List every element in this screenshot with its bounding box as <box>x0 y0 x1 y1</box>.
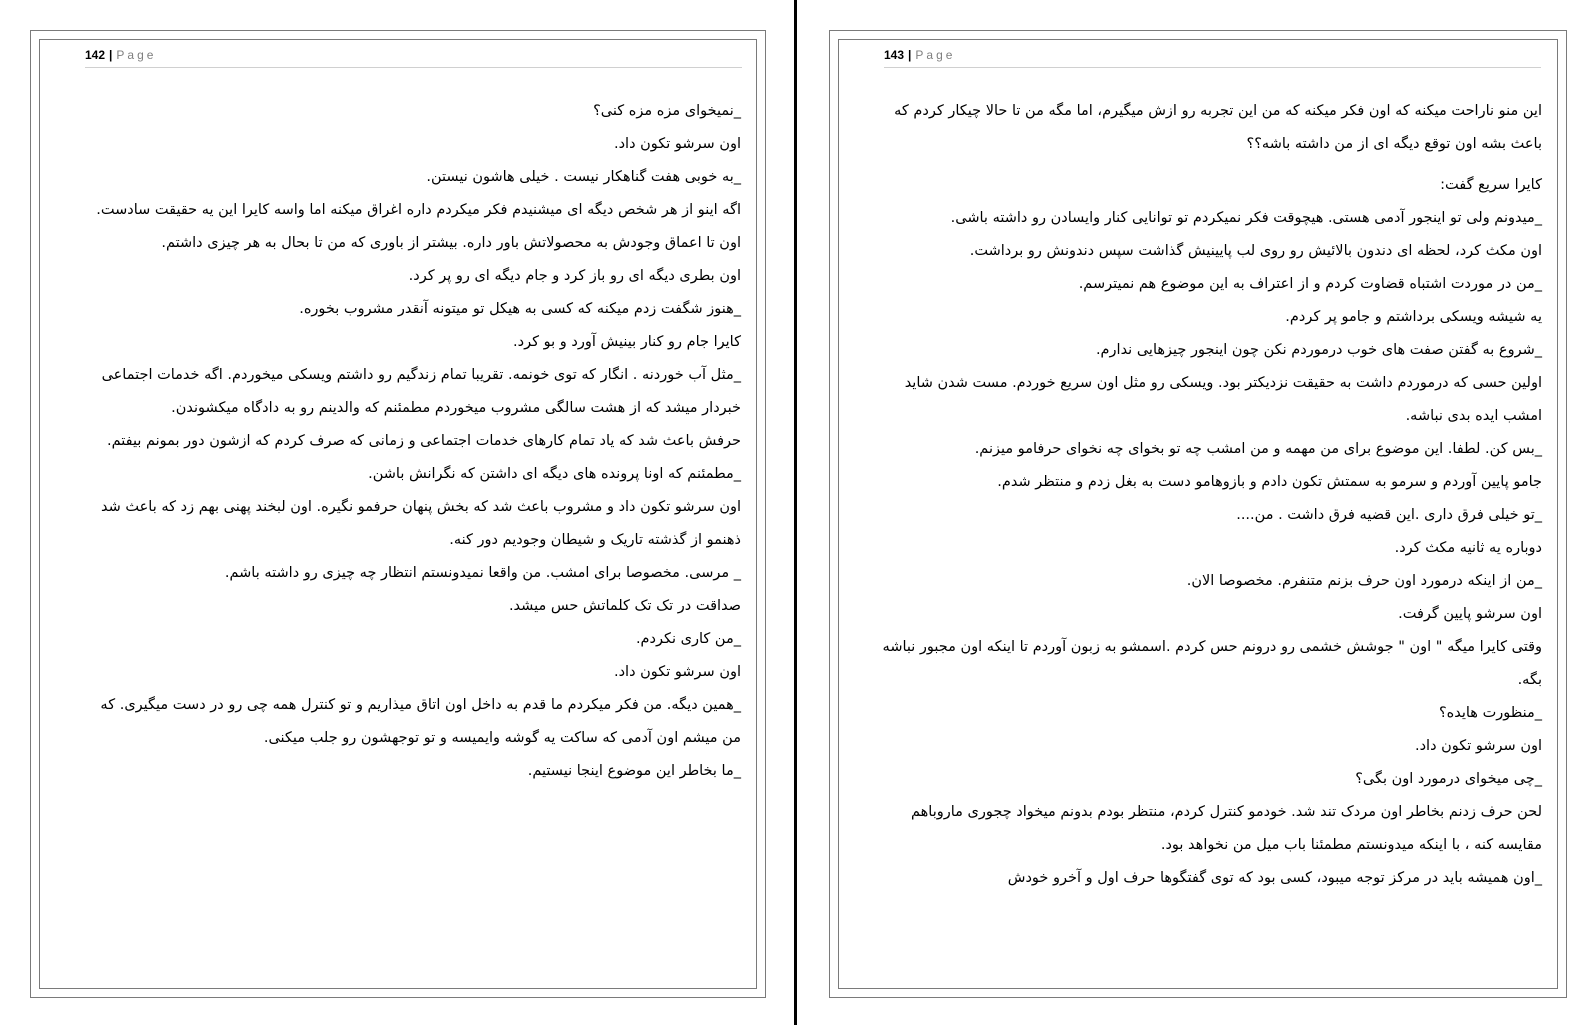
paragraph: اون سرشو تکون داد و مشروب باعث شد که بخش پنهان حرفمو نگیره. اون لبخند پهنی بهم زد که باعث شد ذهنمو از گذشته تاریک و شیطان وجودیم دور کنه. <box>101 499 741 548</box>
paragraph: _من از اینکه درمورد اون حرف بزنم متنفرم. مخصوصا الان. <box>1186 573 1542 589</box>
paragraph: _نمیخوای مزه مزه کنی؟ <box>593 103 741 119</box>
paragraph: اون سرشو تکون داد. <box>1414 738 1542 754</box>
page-label: Page <box>915 48 956 62</box>
paragraph: وقتی کایرا میگه " اون " جوشش خشمی رو درونم حس کردم .اسمشو به زبون آوردم تا اینکه اون مجبور نباشه بگه. <box>882 639 1542 688</box>
paragraph: کایرا سریع گفت: <box>1440 177 1542 193</box>
page-header <box>85 47 742 68</box>
paragraph: _همین دیگه. من فکر میکردم ما قدم به داخل اون اتاق میذاریم و تو کنترل همه چی رو در دست میگیری. که من میشم اون آدمی که ساکت یه گوشه وایمیسه و تو توجهشون رو جلب میکنی. <box>100 697 741 746</box>
paragraph: _اون همیشه باید در مرکز توجه میبود، کسی بود که توی گفتگوها حرف اول و آخرو خودش <box>1007 870 1542 886</box>
paragraph: جامو پایین آوردم و سرمو به سمتش تکون دادم و بازوهامو دست به بغل زدم و منتظر شدم. <box>997 474 1542 490</box>
page-number: 142 <box>85 48 106 62</box>
paragraph: دوباره یه ثانیه مکث کرد. <box>1394 540 1542 556</box>
paragraph: اولین حسی که درموردم داشت به حقیقت نزدیکتر بود. ویسکی رو مثل اون سریع خوردم. مست شدن شاید امشب ایده بدی نباشه. <box>904 375 1542 424</box>
paragraph: _من کاری نکردم. <box>635 631 741 647</box>
page-number: 143 <box>884 48 905 62</box>
paragraph: اون سرشو تکون داد. <box>613 664 741 680</box>
paragraph: _ مرسی. مخصوصا برای امشب. من واقعا نمیدونستم انتظار چه چیزی رو داشته باشم. <box>224 565 741 581</box>
paragraph: لحن حرف زدنم بخاطر اون مردک تند شد. خودمو کنترل کردم، منتظر بودم بدونم میخواد چجوری ماروباهم مقایسه کنه ، با اینکه میدونستم مطمئنا باب میل من نخواهد بود. <box>911 804 1542 853</box>
paragraph: این منو ناراحت میکنه که اون فکر میکنه که من این تجربه رو ازش میگیرم، اما مگه من تا حالا چیکار کردم که باعث بشه اون توقع دیگه ای از من داشته باشه؟؟ <box>894 103 1542 152</box>
paragraph: _به خوبی هفت گناهکار نیست . خیلی هاشون نیستن. <box>426 169 741 185</box>
page-separator: | <box>109 48 113 62</box>
page-separator: | <box>908 48 912 62</box>
paragraph: _میدونم ولی تو اینجور آدمی هستی. هیچوقت فکر نمیکردم تو توانایی کنار وایسادن رو داشته باشی. <box>950 210 1542 226</box>
paragraph: اون بطری دیگه ای رو باز کرد و جام دیگه ای رو پر کرد. <box>408 268 741 284</box>
paragraph: _من در موردت اشتباه قضاوت کردم و از اعتراف به این موضوع هم نمیترسم. <box>1078 276 1542 292</box>
page-label: Page <box>116 48 157 62</box>
page-header <box>884 47 1541 68</box>
page-body <box>882 95 1542 895</box>
right-page <box>829 30 1567 998</box>
paragraph: اون مکث کرد، لحظه ای دندون بالائیش رو روی لب پایینیش گذاشت سپس دندونش رو برداشت. <box>969 243 1542 259</box>
paragraph: _مطمئنم که اونا پرونده های دیگه ای داشتن که نگرانش باشن. <box>368 466 741 482</box>
paragraph: _منظورت هایده؟ <box>1438 705 1542 721</box>
spread-divider <box>794 0 797 1025</box>
paragraph: حرفش باعث شد که یاد تمام کارهای خدمات اجتماعی و زمانی که صرف کردم که ازشون دور بمونم بیفتم. <box>106 433 741 449</box>
paragraph: کایرا جام رو کنار بینیش آورد و بو کرد. <box>513 334 741 350</box>
paragraph: اون سرشو تکون داد. <box>613 136 741 152</box>
page-body <box>91 95 741 788</box>
left-page <box>30 30 766 998</box>
paragraph: _چی میخوای درمورد اون بگی؟ <box>1355 771 1542 787</box>
paragraph: صداقت در تک تک کلماتش حس میشد. <box>508 598 741 614</box>
paragraph: _ما بخاطر این موضوع اینجا نیستیم. <box>527 763 741 779</box>
paragraph: اون سرشو پایین گرفت. <box>1398 606 1542 622</box>
paragraph: اگه اینو از هر شخص دیگه ای میشنیدم فکر میکردم داره اغراق میکنه اما واسه کایرا این یه حقیقت سادست. اون تا اعماق وجودش به محصولاتش باور داره. بیشتر از باوری که من تا بحال به هر چیزی داشتم. <box>96 202 741 251</box>
paragraph: _هنوز شگفت زدم میکنه که کسی به هیکل تو میتونه آنقدر مشروب بخوره. <box>299 301 741 317</box>
paragraph: _مثل آب خوردنه . انگار که توی خونمه. تقریبا تمام زندگیم رو داشتم ویسکی میخوردم. اگه خدمات اجتماعی خبردار میشد که از هشت سالگی مشروب میخوردم مطمئنم که والدینم رو به دادگاه میکشوندن. <box>101 367 741 416</box>
paragraph: _تو خیلی فرق داری .این قضیه فرق داشت . من.... <box>1236 507 1542 523</box>
paragraph: یه شیشه ویسکی برداشتم و جامو پر کردم. <box>1285 309 1542 325</box>
paragraph: _شروع به گفتن صفت های خوب درموردم نکن چون اینجور چیزهایی ندارم. <box>1095 342 1542 358</box>
paragraph: _بس کن. لطفا. این موضوع برای من مهمه و من امشب چه تو بخوای چه نخوای حرفامو میزنم. <box>974 441 1542 457</box>
